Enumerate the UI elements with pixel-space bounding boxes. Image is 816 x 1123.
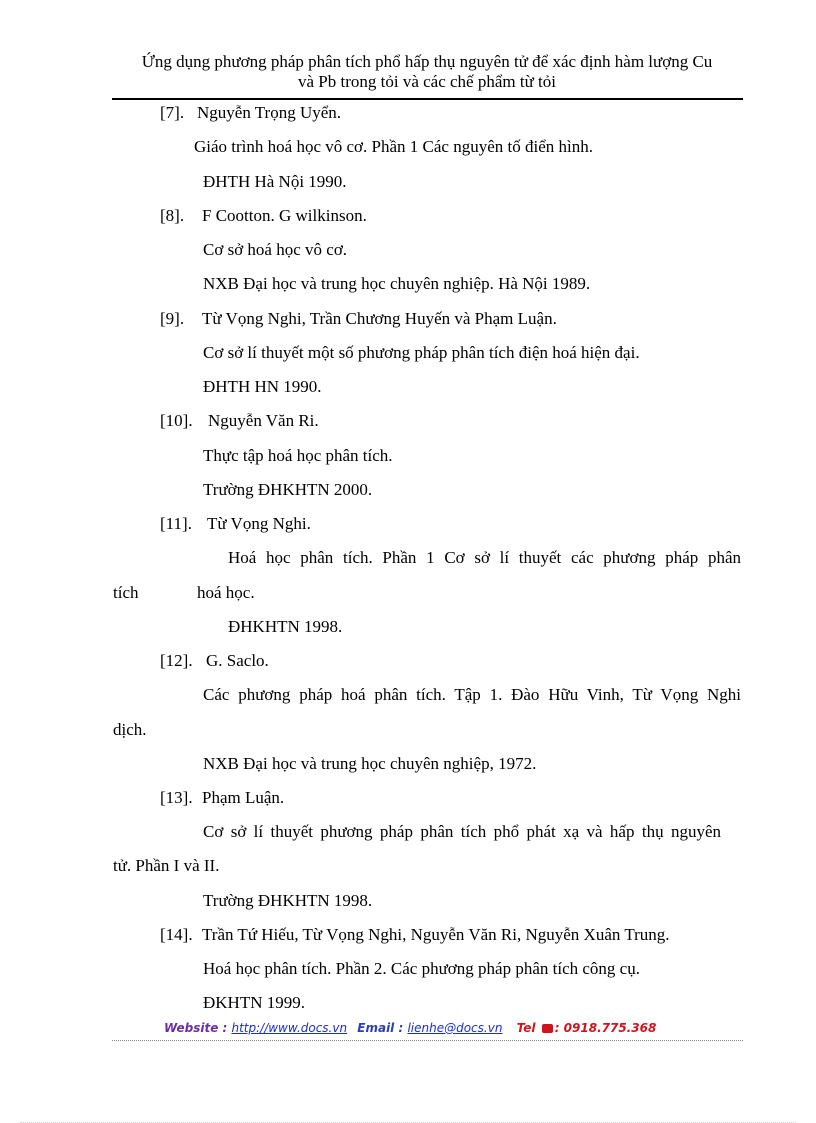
ref-11-author: Từ Vọng Nghi. [207, 514, 311, 533]
ref-14-title: Hoá học phân tích. Phần 2. Các phương pháp phân tích công cụ. [203, 959, 640, 978]
phone-icon [542, 1024, 553, 1033]
footer-tel-label: Tel [516, 1021, 536, 1035]
footer-website-label: Website : [164, 1021, 232, 1035]
footer-phone: : 0918.775.368 [554, 1021, 657, 1035]
ref-10-author: Nguyễn Văn Ri. [208, 411, 319, 430]
ref-14-author: Trần Tứ Hiếu, Từ Vọng Nghi, Nguyễn Văn Ri, Nguyễn Xuân Trung. [202, 925, 670, 944]
ref-11-title-cont-a: tích [113, 583, 139, 602]
header-divider [112, 98, 743, 100]
ref-13-author: Phạm Luận. [202, 788, 285, 807]
ref-8-author: F Cootton. G wilkinson. [202, 206, 367, 225]
ref-9-title: Cơ sở lí thuyết một số phương pháp phân tích điện hoá hiện đại. [203, 343, 640, 362]
ref-7-title: Giáo trình hoá học vô cơ. Phần 1 Các nguyên tố điển hình. [194, 137, 593, 156]
ref-13-title-cont: tử. Phần I và II. [113, 856, 220, 875]
footer-divider [112, 1040, 743, 1041]
ref-12-title: Các phương pháp hoá phân tích. Tập 1. Đào Hữu Vinh, Từ Vọng Nghi [203, 685, 741, 704]
footer-email-sep: : [394, 1021, 408, 1035]
ref-8-number: [8]. [160, 206, 185, 225]
ref-7-author: Nguyễn Trọng Uyển. [197, 103, 342, 122]
page-footer [112, 1020, 743, 1036]
ref-10-publisher: Trường ĐHKHTN 2000. [203, 480, 373, 499]
ref-11-number: [11]. [160, 514, 192, 533]
ref-13-publisher: Trường ĐHKHTN 1998. [203, 891, 373, 910]
header-title-line2: và Pb trong tỏi và các chế phẩm từ tỏi [297, 72, 556, 91]
ref-9-author: Từ Vọng Nghi, Trần Chương Huyến và Phạm Luận. [202, 309, 557, 328]
ref-14-publisher: ĐKHTN 1999. [203, 993, 305, 1012]
ref-12-author: G. Saclo. [206, 651, 269, 670]
footer-email-label: Email [357, 1021, 395, 1035]
ref-8-publisher: NXB Đại học và trung học chuyên nghiệp. Hà Nội 1989. [203, 274, 591, 293]
ref-14-number: [14]. [160, 925, 193, 944]
ref-11-title: Hoá học phân tích. Phần 1 Cơ sở lí thuyết các phương pháp phân [228, 548, 741, 567]
page-header [112, 52, 742, 92]
footer-email-link[interactable]: lienhe@docs.vn [407, 1021, 503, 1035]
ref-12-number: [12]. [160, 651, 193, 670]
ref-13-number: [13]. [160, 788, 193, 807]
ref-11-publisher: ĐHKHTN 1998. [228, 617, 343, 636]
header-title-line1: Ứng dụng phương pháp phân tích phổ hấp thụ nguyên tử để xác định hàm lượng Cu [141, 52, 713, 71]
ref-7-number: [7]. [160, 103, 185, 122]
ref-13-title: Cơ sở lí thuyết phương pháp phân tích phổ phát xạ và hấp thụ nguyên [203, 822, 721, 841]
ref-12-publisher: NXB Đại học và trung học chuyên nghiệp, 1972. [203, 754, 537, 773]
ref-11-title-cont-b: hoá học. [197, 583, 255, 602]
ref-7-publisher: ĐHTH Hà Nội 1990. [203, 172, 347, 191]
ref-9-publisher: ĐHTH HN 1990. [203, 377, 322, 396]
ref-12-title-cont: dịch. [113, 720, 147, 739]
ref-10-title: Thực tập hoá học phân tích. [203, 446, 393, 465]
footer-website-link[interactable]: http://www.docs.vn [231, 1021, 348, 1035]
ref-8-title: Cơ sở hoá học vô cơ. [203, 240, 348, 259]
ref-9-number: [9]. [160, 309, 185, 328]
ref-10-number: [10]. [160, 411, 193, 430]
